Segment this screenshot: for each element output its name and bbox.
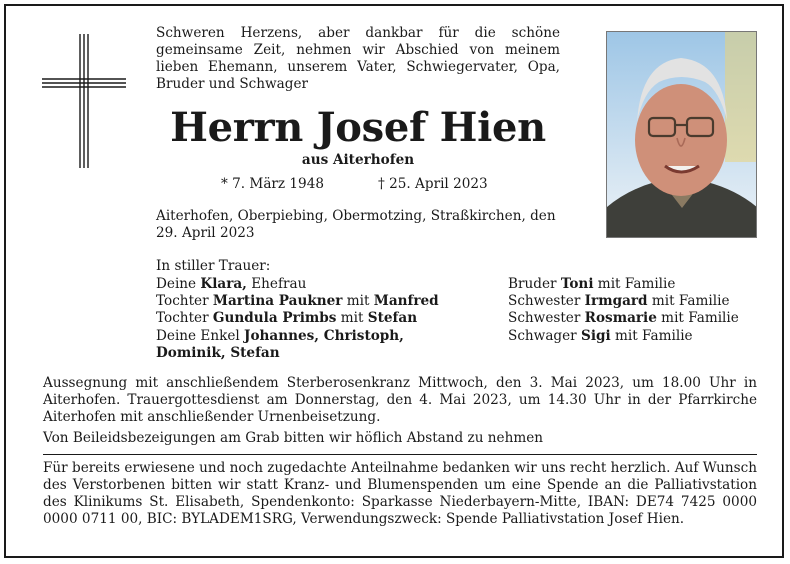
mourner-line: Deine Klara, Ehefrau — [156, 276, 307, 292]
cross-icon — [42, 34, 126, 168]
mourner-line: Tochter Martina Paukner mit Manfred — [156, 293, 439, 310]
deceased-name: Herrn Josef Hien — [170, 104, 546, 151]
service-details: Aussegnung mit anschließendem Sterberosenkranz Mittwoch, den 3. Mai 2023, um 18.00 Uhr in Aiterhofen. Trauergottesdienst am Donnerstag, den 4. Mai 2023, um 14.30 Uhr in der Pfarrkirche Aiterhofen mit anschließender Urnenbeisetzung. — [43, 375, 757, 425]
condolence-request: Von Beileidsbezeigungen am Grab bitten wir höflich Abstand zu nehmen — [43, 430, 544, 446]
thanks-and-donation: Für bereits erwiesene und noch zugedachte Anteilnahme bedanken wir uns recht herzlich. Auf Wunsch des Verstorbenen bitten wir statt Kranz- und Blumenspenden um eine Spende an die Palliativstation des Klinikums St. Elisabeth, Spendenkonto: Sparkasse Niederbayern-Mitte, IBAN: DE74 7425 0000 0000 0711 00, BIC: BYLADEM1SRG, Verwendungszweck: Spende Palliativstation Josef Hien. — [43, 460, 757, 527]
divider — [43, 454, 757, 455]
birth-date: * 7. März 1948 — [221, 176, 325, 192]
mourner-line: Schwester Rosmarie mit Familie — [508, 310, 739, 327]
mourner-line: Dominik, Stefan — [156, 344, 280, 361]
places-and-date: Aiterhofen, Oberpiebing, Obermotzing, Straßkirchen, den 29. April 2023 — [156, 208, 556, 241]
mourners-left — [156, 276, 456, 362]
mourners-right — [508, 276, 768, 345]
mourner-line: Deine Enkel Johannes, Christoph, — [156, 327, 404, 344]
deceased-origin: aus Aiterhofen — [301, 152, 415, 168]
mourners-heading: In stiller Trauer: — [156, 258, 271, 274]
mourner-line: Tochter Gundula Primbs mit Stefan — [156, 310, 418, 327]
intro-text: Schweren Herzens, aber dankbar für die schöne gemeinsame Zeit, nehmen wir Abschied von meinem lieben Ehemann, unserem Vater, Schwiegervater, Opa, Bruder und Schwager — [156, 25, 560, 92]
mourner-line: Bruder Toni mit Familie — [508, 276, 676, 292]
portrait-photo — [606, 31, 757, 238]
death-date: † 25. April 2023 — [378, 176, 488, 192]
mourner-line: Schwester Irmgard mit Familie — [508, 293, 730, 310]
obituary-notice — [4, 4, 784, 558]
mourner-line: Schwager Sigi mit Familie — [508, 327, 693, 344]
